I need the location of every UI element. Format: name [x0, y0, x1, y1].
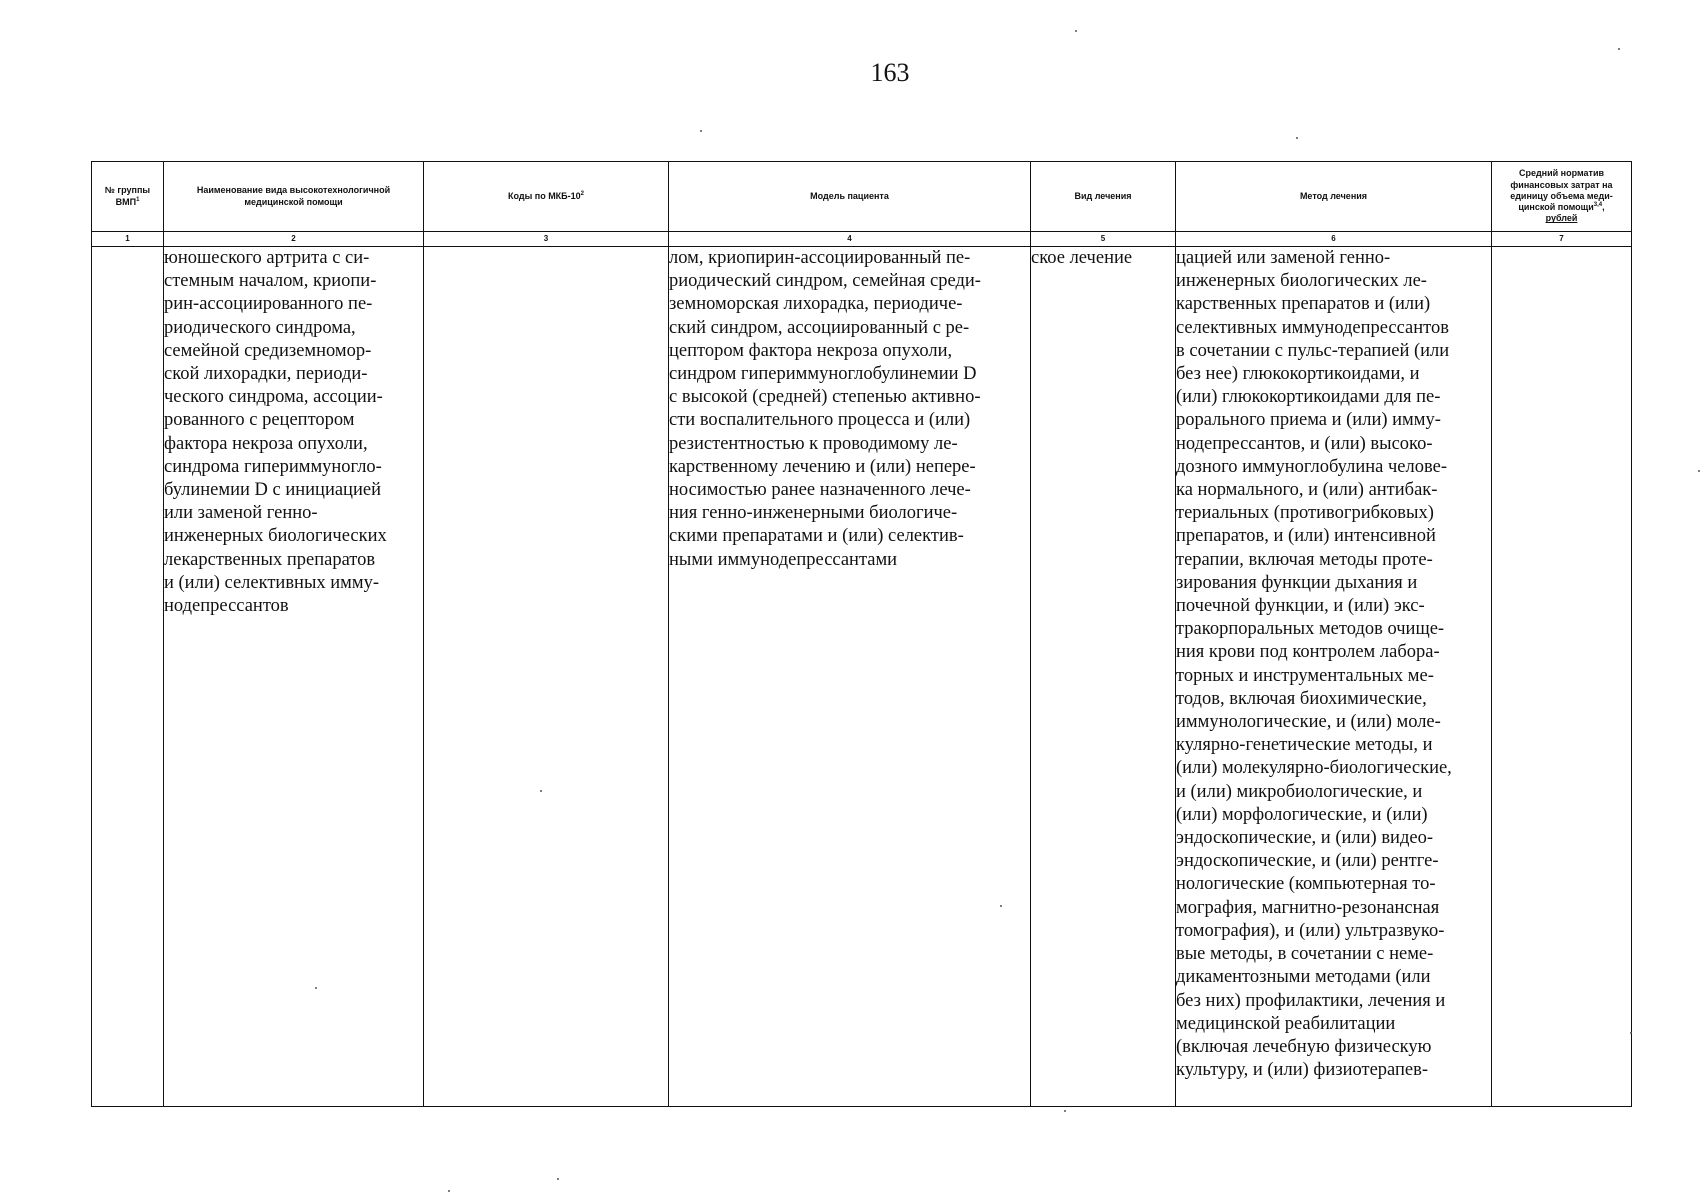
text-line: (или) молекулярно-биологические, [1176, 758, 1452, 779]
text-line: ка нормального, и (или) антибак- [1176, 480, 1438, 501]
text-line: рорального приема и (или) имму- [1176, 410, 1441, 431]
text-line: дозного иммуноглобулина челове- [1176, 456, 1447, 477]
header-row [92, 162, 1632, 232]
text-line: кулярно-генетические методы, и [1176, 735, 1433, 756]
text-line: мография, магнитно-резонансная [1176, 897, 1440, 918]
text-line: синдром гипериммуноглобулинемии D [669, 364, 977, 385]
text-line: или заменой генно- [164, 503, 318, 524]
text-line: териальных (противогрибковых) [1176, 503, 1434, 524]
text-line: зирования функции дыхания и [1176, 572, 1418, 593]
column-number: 2 [164, 232, 424, 247]
column-number: 6 [1176, 232, 1492, 247]
header-cost-standard: Средний норматив финансовых затрат на единицу объема меди- цинской помощи$^{3,4}$, рублей [1492, 162, 1632, 232]
header-treatment-method: Метод лечения [1176, 162, 1492, 232]
column-number: 7 [1492, 232, 1632, 247]
text-line: культуру, и (или) физиотерапев- [1176, 1060, 1428, 1081]
header-group-number: № группы ВМП$^1$ [92, 162, 164, 232]
text-line: селективных иммунодепрессантов [1176, 317, 1449, 338]
text-line: (включая лечебную физическую [1176, 1036, 1432, 1057]
text-line: риодического синдрома, [164, 317, 356, 338]
text-line: эндоскопические, и (или) видео- [1176, 828, 1433, 849]
text-line: почечной функции, и (или) экс- [1176, 596, 1425, 617]
text-line: нодепрессантов [164, 596, 289, 617]
text-line: носимостью ранее назначенного лече- [669, 480, 971, 501]
column-number: 1 [92, 232, 164, 247]
text-line: рин-ассоциированного пе- [164, 294, 373, 315]
text-line: сти воспалительного процесса и (или) [669, 410, 971, 431]
page-number: 163 [870, 58, 910, 87]
text-line: нодепрессантов, и (или) высоко- [1176, 433, 1433, 454]
table-row [92, 247, 1632, 1107]
text-line: ское лечение [1031, 248, 1133, 268]
text-line: лекарственных препаратов [164, 549, 376, 570]
text-line: нологические (компьютерная то- [1176, 874, 1436, 895]
header-patient-model: Модель пациента [669, 162, 1031, 232]
text-line: стемным началом, криопи- [164, 271, 377, 292]
text-line: ской лихорадки, периоди- [164, 364, 368, 385]
text-line: иммунологические, и (или) моле- [1176, 712, 1441, 733]
text-line: ными иммунодепрессантами [669, 549, 898, 570]
text-line: семейной средиземномор- [164, 340, 372, 361]
text-line: тодов, включая биохимические, [1176, 688, 1427, 709]
text-line: дикаментозными методами (или [1176, 967, 1431, 988]
services-table [91, 161, 1632, 1107]
text-line: ческого синдрома, ассоции- [164, 387, 383, 408]
text-line: резистентностью к проводимому ле- [669, 433, 958, 454]
text-line: инженерных биологических [164, 526, 387, 547]
text-line: торных и инструментальных ме- [1176, 665, 1434, 686]
text-line: с высокой (средней) степенью активно- [669, 387, 981, 408]
header-care-type-name: Наименование вида высокотехнологичной медицинской помощи [164, 162, 424, 232]
text-line: эндоскопические, и (или) рентге- [1176, 851, 1439, 872]
text-line: лом, криопирин-ассоциированный пе- [669, 248, 971, 268]
text-line: тракорпоральных методов очище- [1176, 619, 1445, 640]
cell-group-number [92, 247, 164, 1107]
column-number: 4 [669, 232, 1031, 247]
text-line: (или) глюкокортикоидами для пе- [1176, 387, 1441, 408]
text-line: цептором фактора некроза опухоли, [669, 340, 953, 361]
text-line: цацией или заменой генно- [1176, 248, 1391, 268]
header-treatment-type: Вид лечения [1031, 162, 1176, 232]
text-line: фактора некроза опухоли, [164, 433, 368, 454]
text-line: рованного с рецептором [164, 410, 355, 431]
text-line: без них) профилактики, лечения и [1176, 990, 1446, 1011]
text-line: риодический синдром, семейная среди- [669, 271, 981, 292]
text-line: без нее) глюкокортикоидами, и [1176, 364, 1420, 385]
text-line: медицинской реабилитации [1176, 1013, 1396, 1034]
cell-treatment-type [1031, 247, 1176, 1107]
text-line: (или) морфологические, и (или) [1176, 804, 1428, 825]
text-line: земноморская лихорадка, периодиче- [669, 294, 963, 315]
text-line: терапии, включая методы проте- [1176, 549, 1433, 570]
text-line: в сочетании с пульс-терапией (или [1176, 340, 1450, 361]
text-line: ский синдром, ассоциированный с ре- [669, 317, 970, 338]
text-line: скими препаратами и (или) селектив- [669, 526, 964, 547]
cell-care-type-name [164, 247, 424, 1107]
text-line: карственных препаратов и (или) [1176, 294, 1431, 315]
column-number: 3 [424, 232, 669, 247]
text-line: булинемии D с инициацией [164, 480, 381, 501]
header-icd-codes: Коды по МКБ-$10^2$ [424, 162, 669, 232]
text-line: ния крови под контролем лабора- [1176, 642, 1440, 663]
text-line: инженерных биологических ле- [1176, 271, 1427, 292]
column-number-row [92, 232, 1632, 247]
text-line: и (или) селективных имму- [164, 572, 379, 593]
text-line: юношеского артрита с си- [164, 248, 370, 268]
text-line: синдрома гипериммуногло- [164, 456, 382, 477]
column-number: 5 [1031, 232, 1176, 247]
text-line: томография), и (или) ультразвуко- [1176, 920, 1445, 941]
text-line: вые методы, в сочетании с неме- [1176, 944, 1434, 965]
cell-icd-codes [424, 247, 669, 1107]
cell-patient-model [669, 247, 1031, 1107]
text-line: и (или) микробиологические, и [1176, 781, 1423, 802]
cell-treatment-method [1176, 247, 1492, 1107]
text-line: препаратов, и (или) интенсивной [1176, 526, 1436, 547]
text-line: карственному лечению и (или) непере- [669, 456, 976, 477]
text-line: ния генно-инженерными биологиче- [669, 503, 958, 524]
cell-cost-standard [1492, 247, 1632, 1107]
